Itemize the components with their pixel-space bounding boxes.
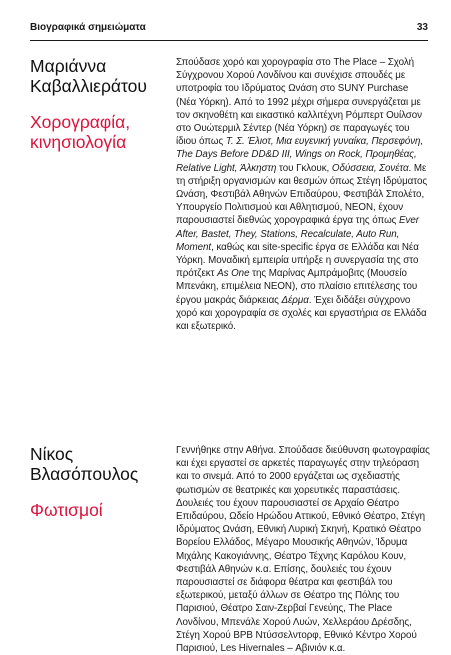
name-line-1: Μαριάννα bbox=[30, 56, 107, 76]
role-line-2: κινησιολογία bbox=[30, 132, 127, 152]
role-line-1: Χορογραφία, bbox=[30, 112, 131, 132]
bio-text-run: Γεννήθηκε στην Αθήνα. Σπούδασε διεύθυνση φωτογραφίας και έχει εργαστεί σε αρκετές παραγωγές στην τηλεόραση και το σινεμά. Από το 2000 εργάζεται ως σχεδιαστής φωτισμών σε θεατρικές και χορευτικές παραστάσεις. Δουλειές του έχουν παρουσιαστεί σε Αρχαίο Θέατρο Επιδαύρου, Ωδείο Ηρώδου Αττικού, Εθνικό Θέατρο, Στέγη Ιδρύματος Ωνάση, Εθνική Λυρική Σκηνή, Κρατικό Θέατρο Βορείου Ελλάδος, Μέγαρο Μουσικής Αθηνών, Ίδρυμα Μιχάλης Κακογιάννης, Θέατρο Τέχνης Καρόλου Κουν, Φεστιβάλ Αθηνών κ.α. Επίσης, δουλειές του έχουν παρουσιαστεί σε διάφορα θέατρα και φεστιβάλ του εξωτερικού, μεταξύ άλλων σε Θέατρο της Πόλης του Παρισιού, Θέατρο Σαιν-Ζερβαί Γενεύης, The Place Λονδίνου, Μπενάλε Χορού Λυών, Χελλεράου Δρέσδης, Στέγη Χορού BPB Ντύσσελντορφ, Εθνικό Κέντρο Χορού Παρισιού, Les Hivernales – Αβινιόν κ.α. bbox=[176, 445, 430, 655]
section-title: Βιογραφικά σημειώματα bbox=[30, 22, 146, 33]
bio-italic-title: Οδύσσεια, Σονέτα bbox=[331, 162, 409, 174]
bio-text bbox=[176, 444, 430, 655]
bio-italic-title: Τ. Σ. Έλιοτ, Μια ευγενική γυναίκα, Περσεφόνη, The Days Before DD&D III, Wings on Rock, Προμηθέας, Relative Light, Άλκηστη bbox=[176, 136, 424, 174]
bio-text-run: , καθώς και site-specific έργα σε Ελλάδα και Νέα Υόρκη. Μοναδική εμπειρία υπήρξε η συνεργασία της στο πρότζεκτ bbox=[176, 241, 419, 280]
bio-italic-title: As One bbox=[217, 268, 250, 280]
bio-text-run: της Μαρίνας Αμπράμοβιτς (Μουσείο Μπενάκη, επιμέλεια NEON), στο πλαίσιο επιτέλεσης του έργου μακράς διάρκειας bbox=[176, 268, 418, 306]
page-number: 33 bbox=[416, 22, 428, 33]
person-name bbox=[30, 444, 158, 484]
name-line-2: Καβαλλιεράτου bbox=[30, 76, 147, 96]
bio-text-run: του Γκλουκ, bbox=[276, 162, 332, 174]
entry-heading bbox=[30, 56, 158, 152]
bio-paragraph bbox=[176, 56, 430, 333]
bio-italic-title: Δέρμα bbox=[281, 294, 309, 306]
role-line-1: Φωτισμοί bbox=[30, 500, 103, 520]
person-name bbox=[30, 56, 158, 96]
bio-text-run: Σπούδασε χορό και χορογραφία στο The Place – Σχολή Σύγχρονου Χορού Λονδίνου και συνέχισε σπουδές με υποτροφία του Ιδρύματος Ωνάση στο SUNY Purchase (Νέα Υόρκη). Από το 1992 μέχρι σήμερα συνεργάζεται με τον σκηνοθέτη και εικαστικό καλλιτέχνη Ρόμπερτ Ουίλσον στο Ουώτερμιλ Σέντερ (Νέα Υόρκη) σε παραγωγές του ίδιου όπως bbox=[176, 57, 423, 148]
bio-italic-title: Ever After, Bastet, They, Stations, Recalculate, Auto Run, Moment bbox=[176, 215, 419, 253]
running-header bbox=[30, 22, 428, 33]
bio-text-run: . Έχει διδάξει σύγχρονο χορό και χορογραφία σε σχολές και εργαστήρια σε Ελλάδα και εξωτερικό. bbox=[176, 294, 427, 333]
name-line-2: Βλασόπουλος bbox=[30, 464, 139, 484]
header-rule bbox=[30, 40, 428, 41]
entry-heading bbox=[30, 444, 158, 520]
bio-text bbox=[176, 56, 430, 333]
person-role bbox=[30, 500, 158, 520]
name-line-1: Νίκος bbox=[30, 444, 74, 464]
bio-text-run: . Με τη στήριξη οργανισμών και θεσμών όπως Στέγη Ιδρύματος Ωνάση, Φεστιβάλ Αθηνών Επιδαύρου, Φεστιβάλ Σπολέτο, Υπουργείο Πολιτισμού και Αθλητισμού, NEON, έχουν παρουσιαστεί διεθνώς χορογραφικά έργα της όπως bbox=[176, 162, 428, 227]
bio-paragraph bbox=[176, 444, 430, 655]
person-role bbox=[30, 112, 158, 152]
